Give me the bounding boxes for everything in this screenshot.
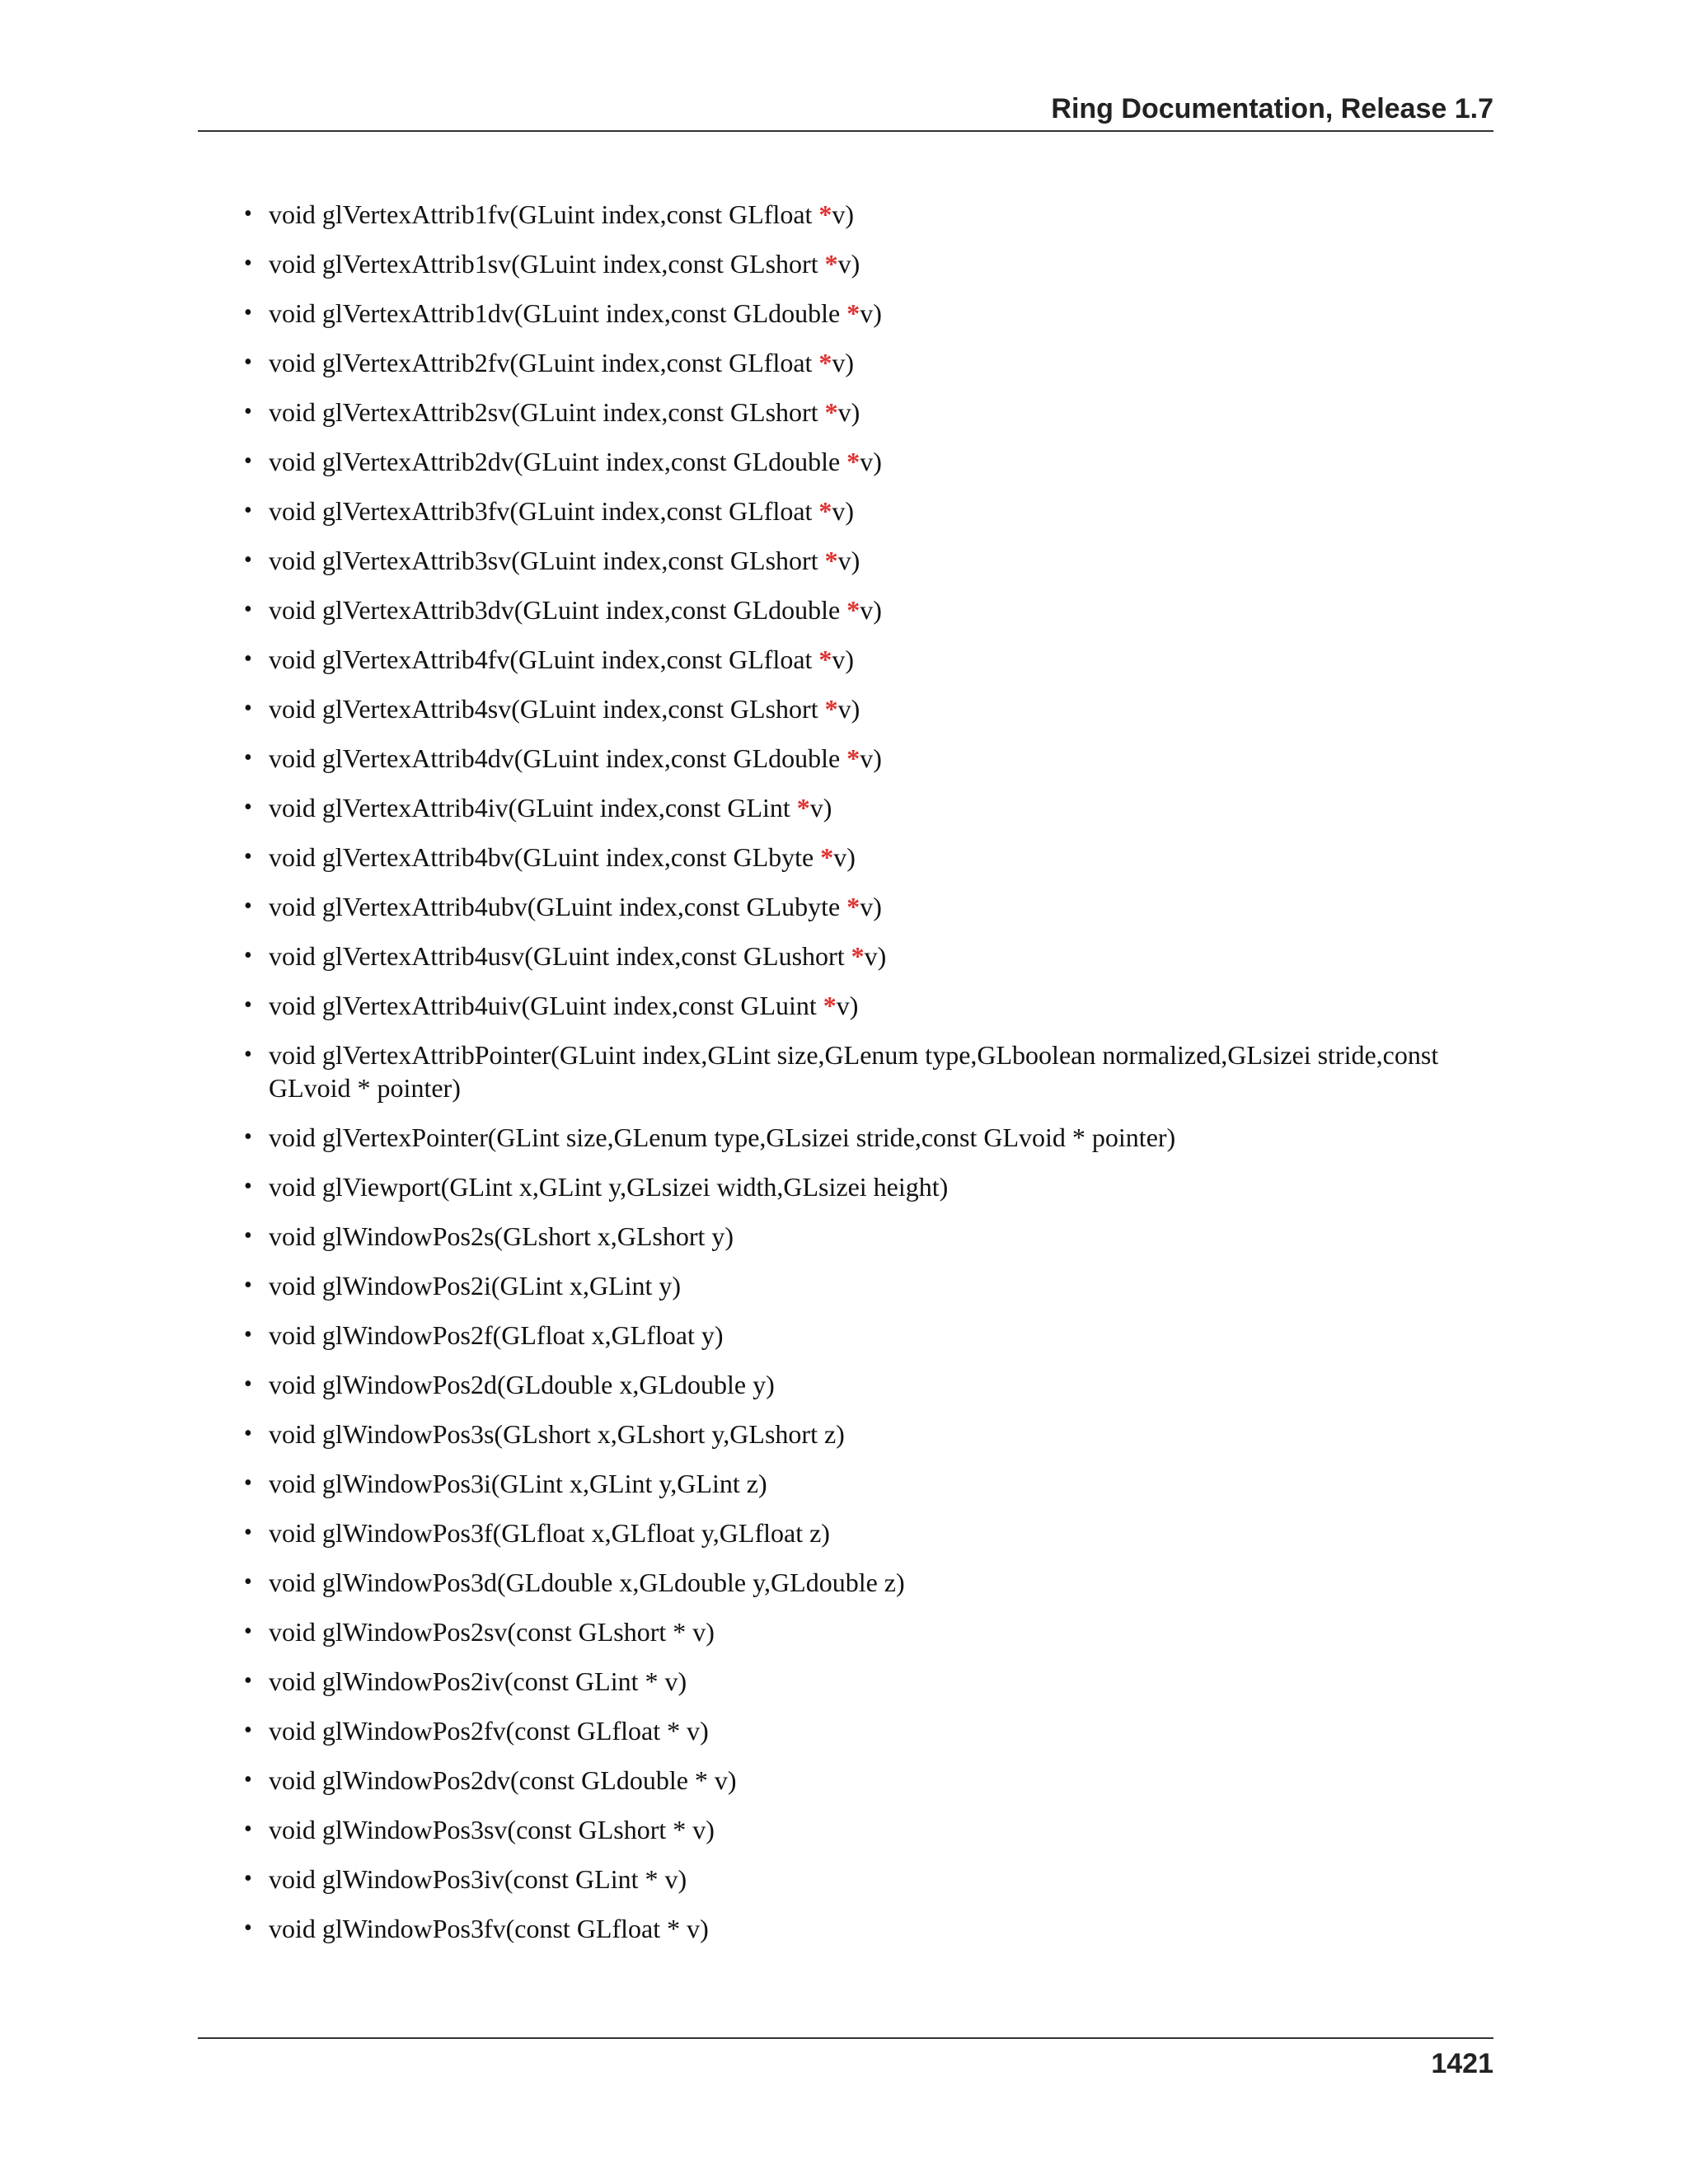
pointer-asterisk: * [823,991,837,1020]
bullet-icon: • [244,943,252,968]
signature-text: void glWindowPos2s(GLshort x,GLshort y) [269,1221,734,1251]
content-area [198,198,1493,1961]
list-item [198,1170,1493,1203]
list-item [198,396,1493,429]
bullet-icon: • [244,448,252,474]
function-signature [269,1170,1493,1203]
signature-text-end: v) [860,892,882,921]
signature-text: void glVertexAttrib3dv(GLuint index,const GLdouble [269,595,847,625]
function-signature [269,1319,1493,1352]
list-item [198,1319,1493,1352]
signature-text: void glWindowPos2iv(const GLint * v) [269,1666,687,1696]
signature-text: void glWindowPos2i(GLint x,GLint y) [269,1271,682,1301]
pointer-asterisk: * [818,348,832,377]
signature-text: void glVertexAttrib1fv(GLuint index,const GLfloat [269,199,819,229]
list-item [198,841,1493,874]
function-signature [269,692,1493,725]
list-item [198,445,1493,478]
function-signature [269,1912,1493,1945]
signature-text: void glVertexAttrib2sv(GLuint index,const GLshort [269,397,825,427]
bullet-icon: • [244,745,252,771]
function-signature [269,791,1493,824]
function-signature [269,1121,1493,1154]
signature-text-end: v) [864,941,887,971]
pointer-asterisk: * [846,892,860,921]
signature-text: void glWindowPos3f(GLfloat x,GLfloat y,GLfloat z) [269,1518,830,1548]
function-signature [269,1418,1493,1451]
list-item [198,1566,1493,1599]
list-item [198,346,1493,379]
bullet-icon: • [244,498,252,523]
bullet-icon: • [244,1223,252,1249]
function-signature [269,1467,1493,1500]
list-item [198,494,1493,527]
list-item [198,1467,1493,1500]
function-signature [269,297,1493,330]
bullet-icon: • [244,1668,252,1694]
signature-text-end: v) [809,793,832,823]
bullet-icon: • [244,992,252,1018]
bullet-icon: • [244,1866,252,1891]
list-item [198,742,1493,775]
page-number: 1421 [1431,2048,1493,2079]
signature-text: void glWindowPos3iv(const GLint * v) [269,1864,687,1894]
bullet-icon: • [244,1915,252,1941]
function-signature [269,247,1493,280]
function-signature [269,1269,1493,1302]
list-item [198,198,1493,231]
signature-text: void glVertexAttrib1sv(GLuint index,const GLshort [269,249,825,279]
signature-text: void glViewport(GLint x,GLint y,GLsizei width,GLsizei height) [269,1172,949,1202]
pointer-asterisk: * [824,694,838,724]
signature-text: void glWindowPos2sv(const GLshort * v) [269,1617,715,1647]
function-signature [269,1038,1493,1071]
function-signature [269,742,1493,775]
list-item [198,1220,1493,1253]
function-signature [269,1368,1493,1401]
bullet-icon: • [244,1371,252,1397]
signature-text: void glVertexAttrib4fv(GLuint index,const GLfloat [269,644,819,674]
bullet-icon: • [244,399,252,424]
signature-text: void glWindowPos2fv(const GLfloat * v) [269,1716,709,1746]
pointer-asterisk: * [824,546,838,575]
signature-text: void glWindowPos2d(GLdouble x,GLdouble y) [269,1370,775,1399]
function-signature [269,890,1493,923]
bullet-icon: • [244,1174,252,1199]
signature-text-end: v) [837,694,860,724]
pointer-asterisk: * [824,397,838,427]
list-item [198,1863,1493,1896]
bullet-icon: • [244,1520,252,1545]
signature-text: void glVertexAttrib4iv(GLuint index,const GLint [269,793,797,823]
list-item [198,989,1493,1022]
bullet-icon: • [244,844,252,869]
pointer-asterisk: * [796,793,810,823]
signature-text: void glVertexAttrib4dv(GLuint index,const GLdouble [269,743,847,773]
function-signature [269,1714,1493,1747]
signature-text: void glVertexAttrib4uiv(GLuint index,const GLuint [269,991,823,1020]
signature-text-end: v) [832,496,855,526]
signature-text: void glVertexAttribPointer(GLuint index,GLint size,GLenum type,GLboolean normalized,GLsizei stride,const [269,1040,1439,1070]
function-signature [269,1566,1493,1599]
list-item [198,1615,1493,1648]
signature-text: void glVertexAttrib4sv(GLuint index,const GLshort [269,694,825,724]
signature-text: void glWindowPos3sv(const GLshort * v) [269,1815,715,1844]
signature-text: void glVertexAttrib3sv(GLuint index,const GLshort [269,546,825,575]
function-signature [269,841,1493,874]
function-signature [269,396,1493,429]
function-signature [269,989,1493,1022]
page-header [198,89,1493,132]
list-item [198,940,1493,972]
function-signature [269,1813,1493,1846]
bullet-icon: • [244,300,252,326]
signature-text: void glWindowPos3i(GLint x,GLint y,GLint z) [269,1469,767,1498]
function-signature [269,593,1493,626]
signature-text: void glWindowPos3fv(const GLfloat * v) [269,1914,709,1943]
signature-text-end: v) [860,595,882,625]
bullet-icon: • [244,201,252,227]
signature-text-end: v) [837,397,860,427]
bullet-icon: • [244,1619,252,1644]
signature-text: void glVertexAttrib4bv(GLuint index,const GLbyte [269,842,821,872]
signature-text: void glVertexAttrib4usv(GLuint index,const GLushort [269,941,851,971]
function-signature [269,643,1493,676]
pointer-asterisk: * [851,941,865,971]
pointer-asterisk: * [846,743,860,773]
pointer-asterisk: * [824,249,838,279]
bullet-icon: • [244,1816,252,1842]
function-signature [269,198,1493,231]
list-item [198,643,1493,676]
list-item [198,297,1493,330]
list-item [198,791,1493,824]
signature-text: void glWindowPos3s(GLshort x,GLshort y,GLshort z) [269,1419,845,1449]
signature-continuation: GLvoid * pointer) [269,1073,461,1103]
signature-text-end: v) [836,991,859,1020]
pointer-asterisk: * [846,447,860,476]
function-signature [269,445,1493,478]
function-signature [269,1764,1493,1797]
bullet-icon: • [244,893,252,919]
list-item [198,1813,1493,1846]
signature-text-end: v) [832,348,855,377]
signature-text: void glVertexAttrib3fv(GLuint index,const GLfloat [269,496,819,526]
bullet-icon: • [244,794,252,820]
bullet-icon: • [244,1767,252,1793]
signature-text-end: v) [837,249,860,279]
bullet-icon: • [244,1569,252,1595]
signature-text-end: v) [860,298,882,328]
bullet-icon: • [244,1272,252,1298]
function-signature [269,544,1493,577]
list-item [198,1764,1493,1797]
signature-text: void glWindowPos2f(GLfloat x,GLfloat y) [269,1320,724,1350]
bullet-icon: • [244,349,252,375]
bullet-icon: • [244,1042,252,1067]
pointer-asterisk: * [820,842,834,872]
signature-text-end: v) [832,199,855,229]
bullet-icon: • [244,251,252,276]
list-item [198,1038,1493,1104]
function-signature [269,346,1493,379]
function-signature [269,1615,1493,1648]
pointer-asterisk: * [846,298,860,328]
function-signature [269,1863,1493,1896]
signature-text: void glWindowPos3d(GLdouble x,GLdouble y,GLdouble z) [269,1568,905,1597]
function-list [198,198,1493,1945]
function-signature [269,494,1493,527]
list-item [198,1121,1493,1154]
signature-text-end: v) [837,546,860,575]
bullet-icon: • [244,1124,252,1150]
function-signature [269,1665,1493,1698]
bullet-icon: • [244,547,252,573]
signature-text: void glVertexAttrib4ubv(GLuint index,const GLubyte [269,892,847,921]
function-signature [269,1516,1493,1549]
list-item [198,1912,1493,1945]
function-signature [269,1220,1493,1253]
bullet-icon: • [244,646,252,672]
bullet-icon: • [244,1421,252,1446]
signature-text: void glWindowPos2dv(const GLdouble * v) [269,1765,737,1795]
function-signature [269,940,1493,972]
signature-text-end: v) [832,644,855,674]
signature-text-end: v) [860,743,882,773]
pointer-asterisk: * [818,199,832,229]
signature-text: void glVertexAttrib2fv(GLuint index,const GLfloat [269,348,819,377]
list-item [198,1516,1493,1549]
list-item [198,593,1493,626]
signature-text-end: v) [860,447,882,476]
signature-text: void glVertexAttrib2dv(GLuint index,const GLdouble [269,447,847,476]
signature-text: void glVertexPointer(GLint size,GLenum type,GLsizei stride,const GLvoid * pointer) [269,1122,1176,1152]
pointer-asterisk: * [818,496,832,526]
pointer-asterisk: * [846,595,860,625]
bullet-icon: • [244,1718,252,1743]
list-item [198,890,1493,923]
page-footer [198,2037,1493,2079]
bullet-icon: • [244,597,252,622]
list-item [198,1269,1493,1302]
list-item [198,1368,1493,1401]
bullet-icon: • [244,1470,252,1496]
bullet-icon: • [244,696,252,721]
signature-text: void glVertexAttrib1dv(GLuint index,const GLdouble [269,298,847,328]
list-item [198,544,1493,577]
header-title: Ring Documentation, Release 1.7 [1051,93,1493,124]
list-item [198,247,1493,280]
list-item [198,692,1493,725]
bullet-icon: • [244,1322,252,1347]
list-item [198,1665,1493,1698]
list-item [198,1714,1493,1747]
signature-text-end: v) [833,842,856,872]
pointer-asterisk: * [818,644,832,674]
list-item [198,1418,1493,1451]
